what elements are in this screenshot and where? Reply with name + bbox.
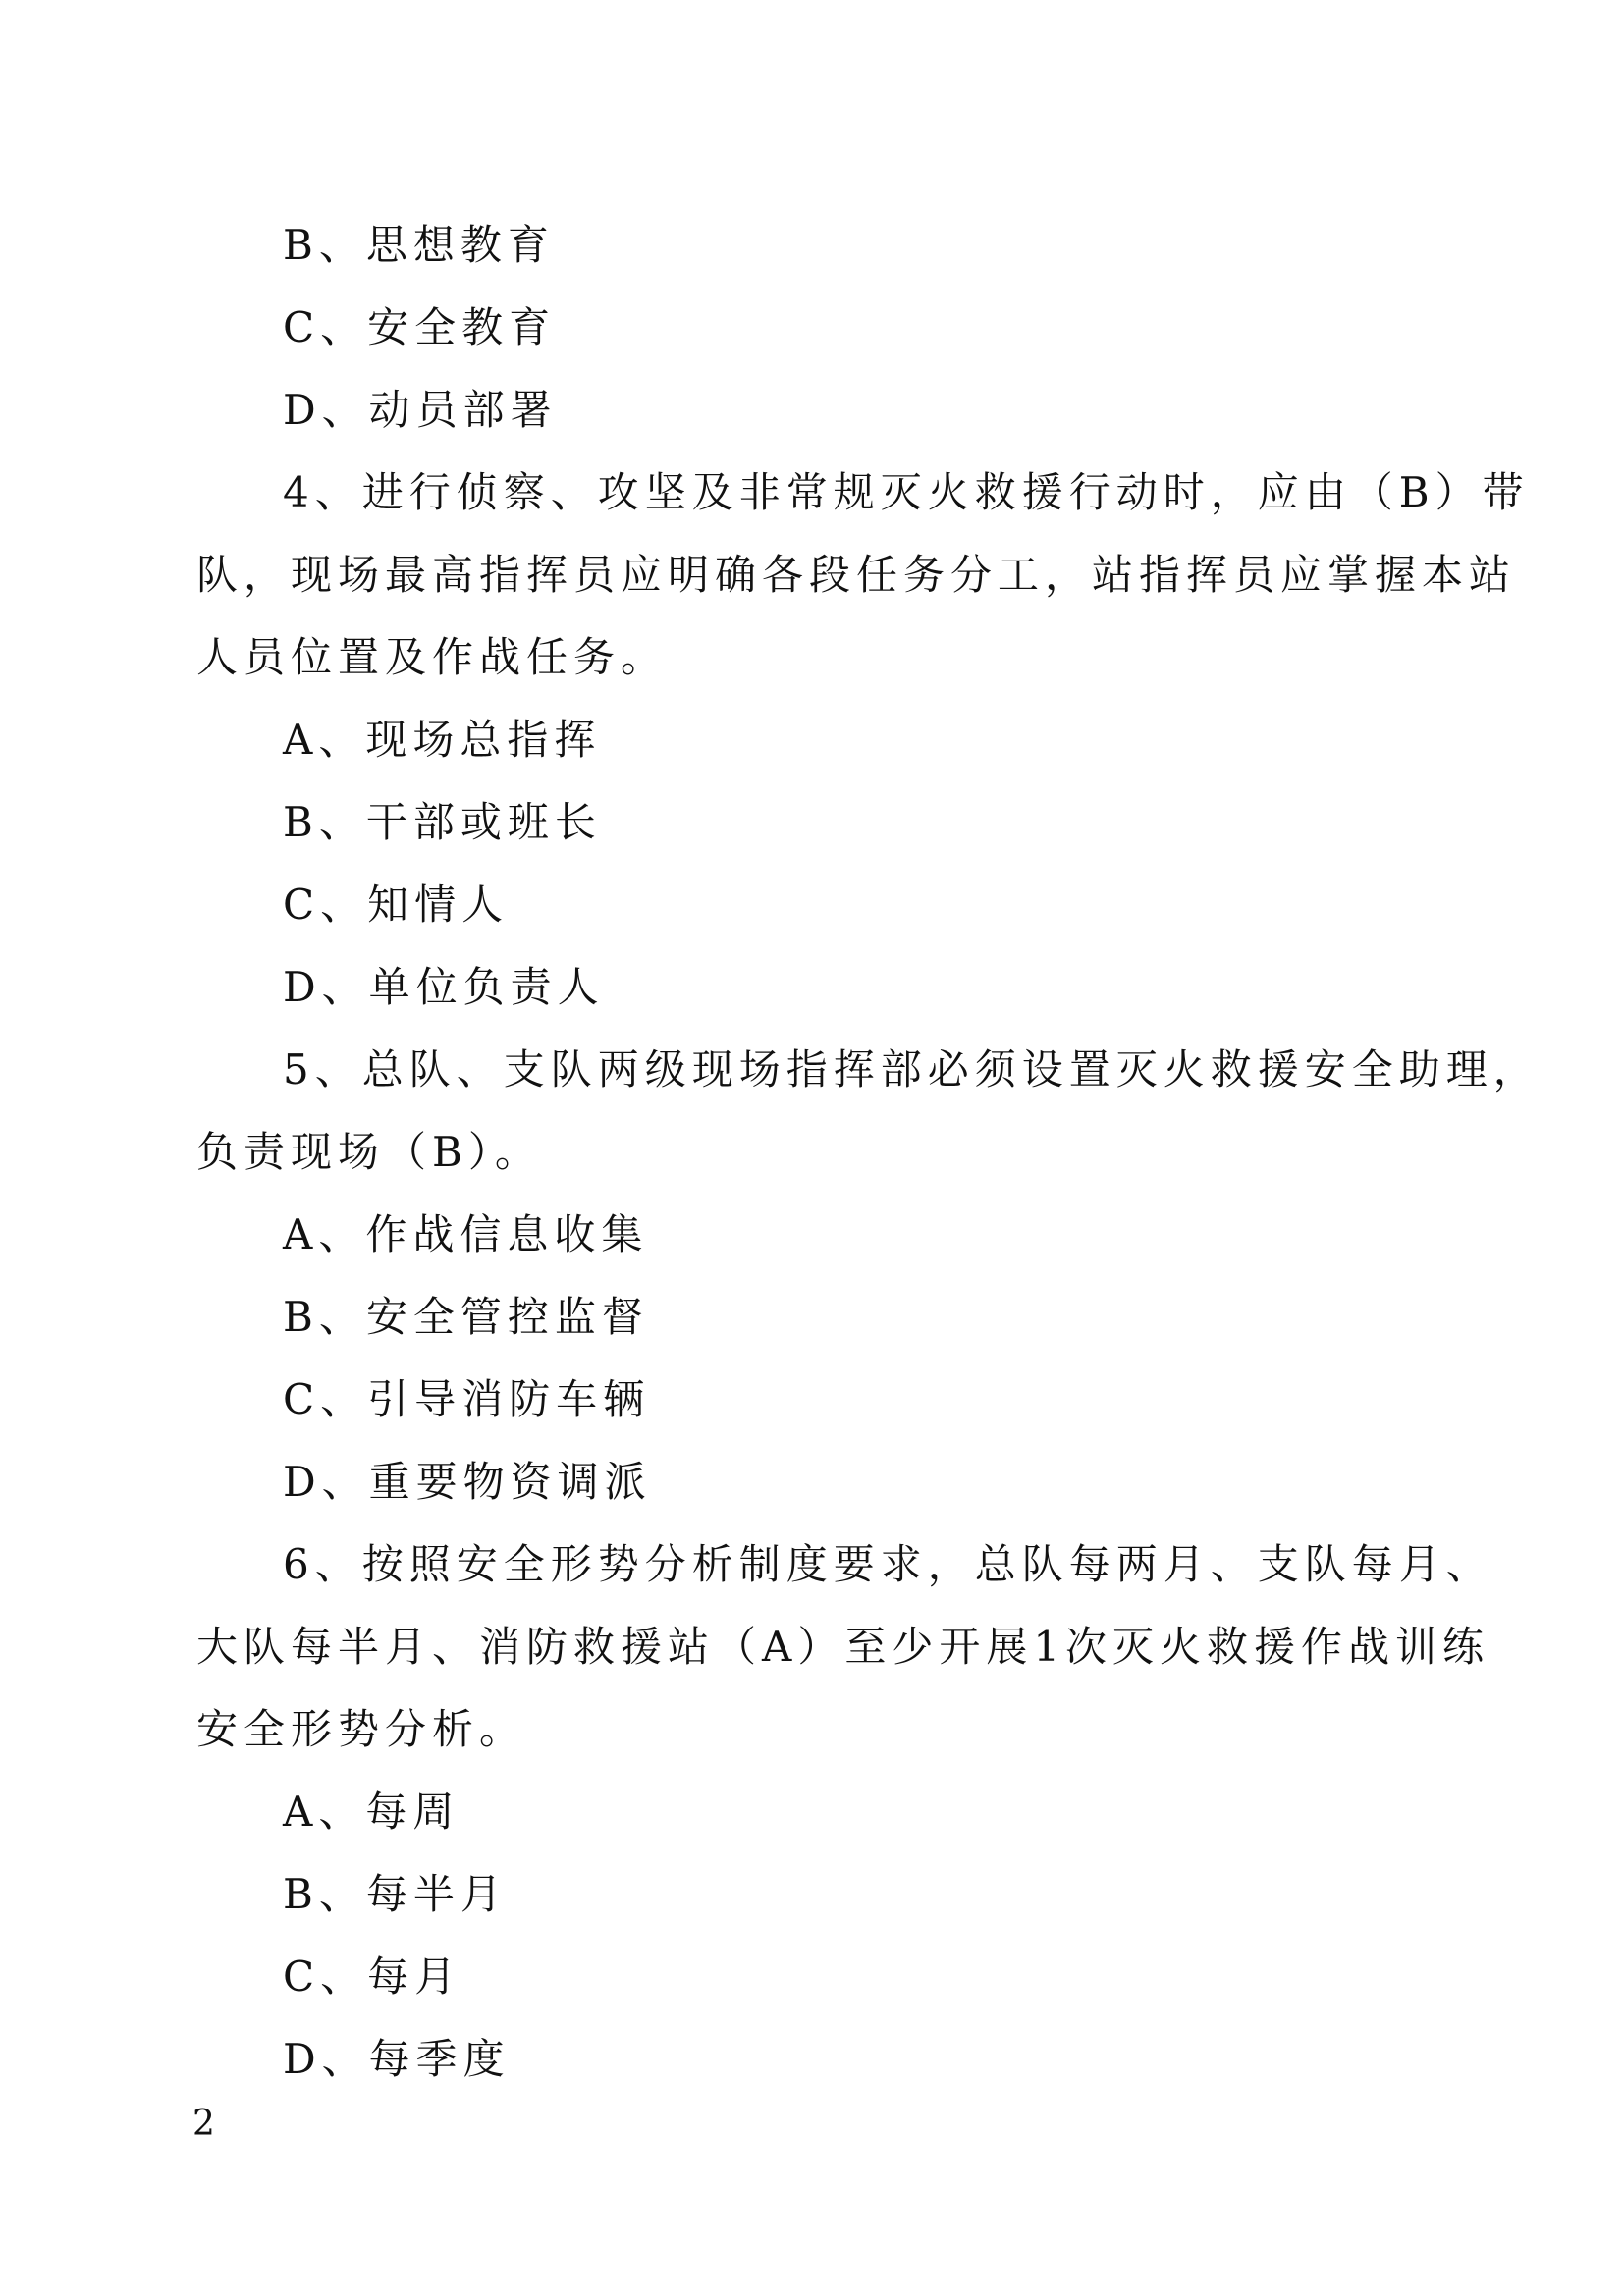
option-6a: A、每周 <box>283 1788 460 1836</box>
option-3c: C、安全教育 <box>283 303 557 351</box>
question-4-line-1: 4、进行侦察、攻坚及非常规灭火救援行动时，应由（B）带 <box>283 468 1530 516</box>
question-content <box>196 204 1541 2101</box>
question-5-line-2: 负责现场（B）。 <box>196 1128 542 1176</box>
option-3b: B、思想教育 <box>283 221 555 269</box>
option-5a: A、作战信息收集 <box>283 1210 649 1258</box>
option-4c: C、知情人 <box>283 881 510 929</box>
option-6c: C、每月 <box>283 1952 462 2001</box>
option-6d: D、每季度 <box>283 2035 511 2083</box>
question-5-line-1: 5、总队、支队两级现场指挥部必须设置灭火救援安全助理， <box>283 1045 1541 1094</box>
question-4-line-3: 人员位置及作战任务。 <box>196 633 669 681</box>
option-6b: B、每半月 <box>283 1870 508 1918</box>
question-4-line-2: 队，现场最高指挥员应明确各段任务分工，站指挥员应掌握本站 <box>196 551 1517 599</box>
option-5d: D、重要物资调派 <box>283 1458 652 1506</box>
option-4a: A、现场总指挥 <box>283 716 602 764</box>
question-6-line-3: 安全形势分析。 <box>196 1705 527 1753</box>
question-6-line-2: 大队每半月、消防救援站（A）至少开展1次灭火救援作战训练 <box>196 1623 1490 1671</box>
option-4b: B、干部或班长 <box>283 798 602 846</box>
option-4d: D、单位负责人 <box>283 963 605 1011</box>
option-3d: D、动员部署 <box>283 386 558 434</box>
option-5c: C、引导消防车辆 <box>283 1375 651 1423</box>
question-6-line-1: 6、按照安全形势分析制度要求，总队每两月、支队每月、 <box>283 1540 1493 1588</box>
page-number: 2 <box>192 2104 215 2144</box>
option-5b: B、安全管控监督 <box>283 1293 649 1341</box>
